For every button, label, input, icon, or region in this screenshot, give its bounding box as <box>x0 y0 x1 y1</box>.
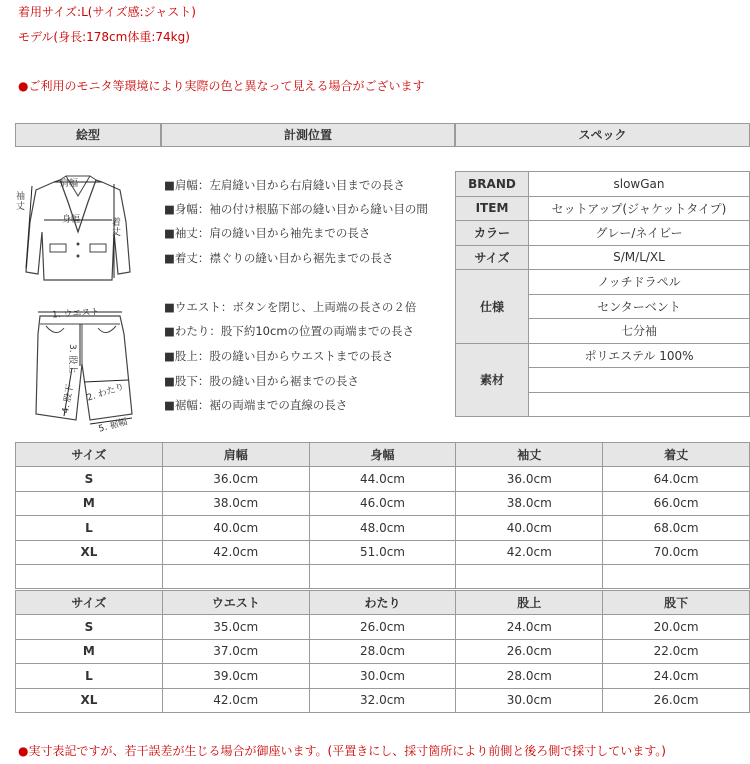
table-cell: 39.0cm <box>162 664 309 689</box>
wearing-size-text: 着用サイズ:L(サイズ感:ジャスト) <box>18 5 196 19</box>
pants-size-cell: M <box>16 639 163 664</box>
jacket-col-sleeve: 袖丈 <box>456 443 603 467</box>
table-cell: 38.0cm <box>456 491 603 516</box>
color-notice-text: ●ご利用のモニタ等環境により実際の色と異なって見える場合がございます <box>18 79 425 93</box>
pants-col-waist: ウエスト <box>162 591 309 615</box>
table-cell: 20.0cm <box>603 615 750 640</box>
pants-rise-label: 3. 股上 <box>67 344 77 374</box>
table-row <box>16 467 750 492</box>
pants-col-size: サイズ <box>16 591 163 615</box>
table-cell: 26.0cm <box>456 639 603 664</box>
jacket-size-cell: S <box>16 467 163 492</box>
table-spacer-row <box>16 565 750 589</box>
pants-hem-label: 5. 裾幅 <box>97 417 129 435</box>
measure-inseam: ■股下：股の縫い目から裾までの長さ <box>164 374 359 388</box>
jacket-shoulder-label: 肩幅 <box>60 179 79 189</box>
pants-col-thigh: わたり <box>309 591 456 615</box>
spec-design-value-1: ノッチドラペル <box>529 270 750 295</box>
pants-size-cell: S <box>16 615 163 640</box>
pants-header-row <box>16 591 750 615</box>
table-cell: 24.0cm <box>456 615 603 640</box>
table-cell: 51.0cm <box>309 540 456 565</box>
table-cell: 36.0cm <box>162 467 309 492</box>
spec-brand-key: BRAND <box>456 172 529 197</box>
jacket-col-shoulder: 肩幅 <box>162 443 309 467</box>
table-cell: 70.0cm <box>603 540 750 565</box>
spec-item-key: ITEM <box>456 196 529 221</box>
jacket-size-cell: XL <box>16 540 163 565</box>
spec-size-value: S/M/L/XL <box>529 245 750 270</box>
spec-design-key: 仕様 <box>456 270 529 344</box>
pants-waist-label: 1. ウエスト <box>51 307 100 321</box>
pants-inseam-label: 4. 股下 <box>60 383 76 415</box>
table-row <box>16 615 750 640</box>
jacket-col-body: 身幅 <box>309 443 456 467</box>
table-cell: 42.0cm <box>162 540 309 565</box>
table-cell: 28.0cm <box>309 639 456 664</box>
section-header-row <box>15 123 750 147</box>
table-cell: 36.0cm <box>456 467 603 492</box>
table-cell: 48.0cm <box>309 516 456 541</box>
spec-size-key: サイズ <box>456 245 529 270</box>
jacket-sleeve-label: 袖丈 <box>16 192 26 212</box>
spec-table <box>455 171 750 417</box>
spec-material-value-1: ポリエステル 100% <box>529 343 750 368</box>
spec-row-size <box>456 245 750 270</box>
measure-sleeve: ■袖丈：肩の縫い目から袖先までの長さ <box>164 226 371 240</box>
table-cell: 42.0cm <box>162 688 309 713</box>
pants-col-inseam: 股下 <box>603 591 750 615</box>
table-cell: 44.0cm <box>309 467 456 492</box>
table-cell: 24.0cm <box>603 664 750 689</box>
table-cell: 22.0cm <box>603 639 750 664</box>
table-row <box>16 688 750 713</box>
jacket-size-table <box>15 442 750 589</box>
table-cell: 66.0cm <box>603 491 750 516</box>
table-cell: 35.0cm <box>162 615 309 640</box>
measure-rise: ■股上：股の縫い目からウエストまでの長さ <box>164 349 394 363</box>
jacket-header-row <box>16 443 750 467</box>
table-cell: 30.0cm <box>309 664 456 689</box>
jacket-size-cell: M <box>16 491 163 516</box>
spec-material-key: 素材 <box>456 343 529 417</box>
spec-material-empty-2 <box>529 392 750 417</box>
spec-row-color <box>456 221 750 246</box>
table-cell: 26.0cm <box>309 615 456 640</box>
table-cell: 40.0cm <box>456 516 603 541</box>
table-row <box>16 639 750 664</box>
measure-thigh: ■わたり：股下約10cmの位置の両端までの長さ <box>164 324 415 338</box>
table-cell: 64.0cm <box>603 467 750 492</box>
pants-thigh-label: 2. わたり <box>85 382 126 404</box>
table-cell: 28.0cm <box>456 664 603 689</box>
pants-illustration <box>28 304 140 435</box>
model-info-text: モデル(身長:178cm体重:74kg) <box>18 30 190 44</box>
spec-material-empty-1 <box>529 368 750 393</box>
table-cell: 37.0cm <box>162 639 309 664</box>
table-row <box>16 540 750 565</box>
jacket-body-label: 身幅 <box>62 215 81 225</box>
spec-brand-value: slowGan <box>529 172 750 197</box>
pants-size-table <box>15 590 750 713</box>
jacket-col-size: サイズ <box>16 443 163 467</box>
spec-row-item <box>456 196 750 221</box>
measure-shoulder: ■肩幅：左肩縫い目から右肩縫い目までの長さ <box>164 178 405 192</box>
jacket-length-label: 着丈 <box>112 218 122 238</box>
footer-note: ●実寸表記ですが、若干誤差が生じる場合が御座います。(平置きにし、採寸箇所により前側と後ろ側で採寸しています。) <box>18 744 666 758</box>
spec-design-value-2: センターベント <box>529 294 750 319</box>
table-cell: 40.0cm <box>162 516 309 541</box>
measure-hem: ■裾幅：裾の両端までの直線の長さ <box>164 398 348 412</box>
table-cell: 38.0cm <box>162 491 309 516</box>
jacket-col-length: 着丈 <box>603 443 750 467</box>
table-cell: 30.0cm <box>456 688 603 713</box>
table-row <box>16 516 750 541</box>
table-cell: 46.0cm <box>309 491 456 516</box>
spec-row-material <box>456 343 750 368</box>
table-cell: 68.0cm <box>603 516 750 541</box>
jacket-size-cell: L <box>16 516 163 541</box>
spec-header: スペック <box>455 123 750 147</box>
measure-waist: ■ウエスト：ボタンを閉じ、上両端の長さの２倍 <box>164 300 417 314</box>
spec-color-value: グレー/ネイビー <box>529 221 750 246</box>
table-cell: 32.0cm <box>309 688 456 713</box>
table-cell: 26.0cm <box>603 688 750 713</box>
pants-col-rise: 股上 <box>456 591 603 615</box>
spec-row-design <box>456 270 750 295</box>
spec-item-value: セットアップ(ジャケットタイプ) <box>529 196 750 221</box>
spec-design-value-3: 七分袖 <box>529 319 750 344</box>
table-row <box>16 491 750 516</box>
illustration-header: 絵型 <box>15 123 161 147</box>
pants-size-cell: L <box>16 664 163 689</box>
spec-row-brand <box>456 172 750 197</box>
table-cell: 42.0cm <box>456 540 603 565</box>
spec-color-key: カラー <box>456 221 529 246</box>
table-row <box>16 664 750 689</box>
pants-size-cell: XL <box>16 688 163 713</box>
measure-body: ■身幅：袖の付け根脇下部の縫い目から縫い目の間 <box>164 202 428 216</box>
measure-length: ■着丈：襟ぐりの縫い目から裾先までの長さ <box>164 251 394 265</box>
measure-header: 計測位置 <box>161 123 455 147</box>
